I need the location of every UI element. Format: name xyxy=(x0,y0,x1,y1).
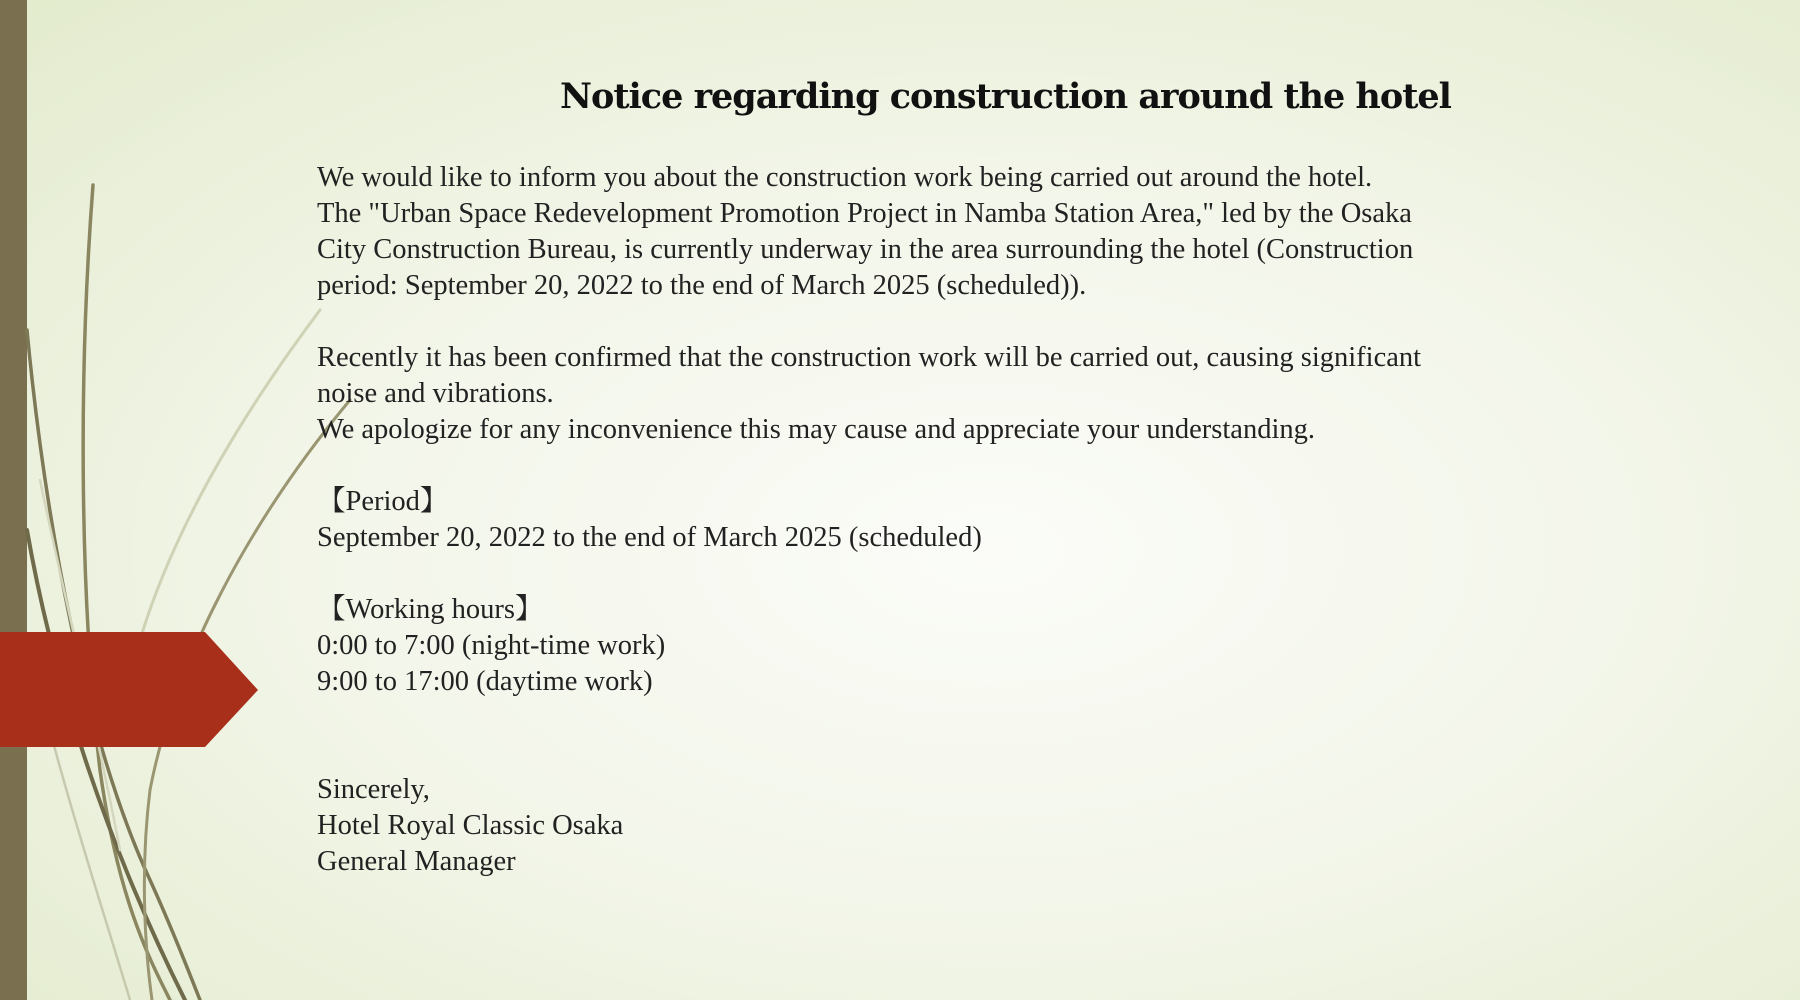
period-value: September 20, 2022 to the end of March 2025 (scheduled) xyxy=(317,522,982,553)
signature-closing: Sincerely, xyxy=(317,774,430,805)
spacer xyxy=(317,448,1607,484)
working-hours-heading: 【Working hours】 xyxy=(317,594,544,625)
paragraph2-line: We apologize for any inconvenience this may cause and appreciate your understanding. xyxy=(317,414,1315,445)
signature-hotel: Hotel Royal Classic Osaka xyxy=(317,810,624,841)
notice-body xyxy=(317,160,1607,880)
paragraph1-line: City Construction Bureau, is currently underway in the area surrounding the hotel (Construction xyxy=(317,234,1414,265)
paragraph1-line: The "Urban Space Redevelopment Promotion Project in Namba Station Area," led by the Osaka xyxy=(317,198,1412,229)
accent-arrow-shape xyxy=(0,632,258,747)
spacer xyxy=(317,700,1607,772)
paragraph2-line: noise and vibrations. xyxy=(317,378,554,409)
paragraph2-line: Recently it has been confirmed that the construction work will be carried out, causing significant xyxy=(317,342,1422,373)
paragraph1-line: We would like to inform you about the construction work being carried out around the hotel. xyxy=(317,162,1373,193)
page-title: Notice regarding construction around the hotel xyxy=(560,76,1451,117)
spacer xyxy=(317,556,1607,592)
paragraph1-line: period: September 20, 2022 to the end of March 2025 (scheduled)). xyxy=(317,270,1087,301)
working-hours-line: 0:00 to 7:00 (night-time work) xyxy=(317,630,666,661)
period-heading: 【Period】 xyxy=(317,486,449,517)
working-hours-line: 9:00 to 17:00 (daytime work) xyxy=(317,666,653,697)
signature-role: General Manager xyxy=(317,846,516,877)
spacer xyxy=(317,304,1607,340)
